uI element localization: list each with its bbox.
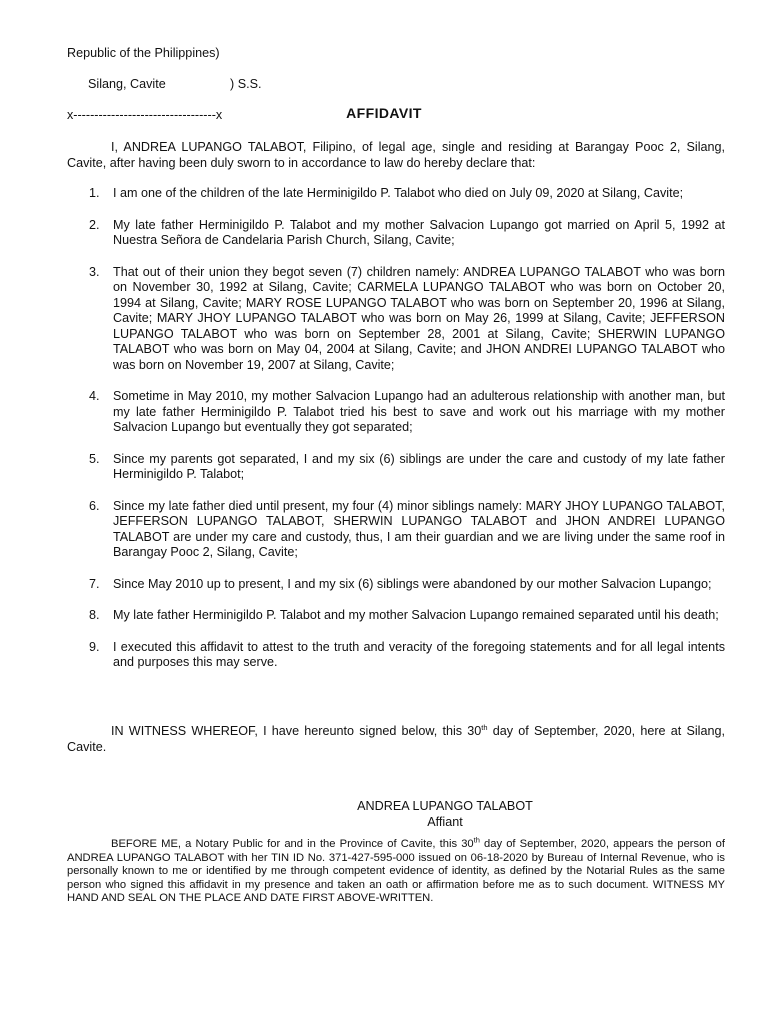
item-number: 1. bbox=[89, 186, 100, 200]
list-item bbox=[67, 186, 725, 202]
list-item bbox=[67, 640, 725, 671]
list-item bbox=[67, 608, 725, 624]
item-number: 3. bbox=[89, 264, 100, 279]
item-text: My late father Herminigildo P. Talabot and my mother Salvacion Lupango got married on April 5, 1992 at Nuestra Señora de Candelaria Parish Church, Silang, Cavite; bbox=[113, 217, 725, 247]
affiant-name: ANDREA LUPANGO TALABOT bbox=[357, 799, 533, 813]
jurat-paragraph bbox=[67, 835, 726, 906]
signature-block bbox=[340, 799, 550, 830]
affiant-label: Affiant bbox=[427, 814, 463, 829]
caption-separator: x----------------------------------x bbox=[67, 108, 223, 122]
item-text: Since May 2010 up to present, I and my six (6) siblings were abandoned by our mother Salvacion Lupango; bbox=[113, 576, 712, 591]
item-text: Since my late father died until present, my four (4) minor siblings namely: MARY JHOY LUPANGO TALABOT, JEFFERSON LUPANGO TALABOT, SHERWIN LUPANGO TALABOT and JHON ANDREI LUPANGO TALABOT are under my care and custody, thus, I am their guardian and we are living under the same roof in Barangay Pooc 2, Silang, Cavite; bbox=[113, 498, 725, 559]
jurat-text-start: BEFORE ME, a Notary Public for and in the Province of Cavite, this 30 bbox=[111, 838, 474, 850]
item-number: 6. bbox=[89, 498, 100, 513]
item-number: 7. bbox=[89, 576, 100, 591]
item-number: 5. bbox=[89, 451, 100, 466]
jurat-text-end: day of September, 2020, appears the person of ANDREA LUPANGO TALABOT with her TIN ID No. 371-427-595-000 issued on 06-18-2020 by Bureau of Internal Revenue, who is personally known to me or identified by me through competent evidence of identity, as defined by the Notarial Rules as the same person who signed this affidavit in my presence and taken an oath or affirmation before me as to such document. WITNESS MY HAND AND SEAL ON THE PLACE AND DATE FIRST ABOVE-WRITTEN. bbox=[67, 838, 726, 904]
list-item bbox=[67, 452, 725, 483]
item-text: Sometime in May 2010, my mother Salvacion Lupango had an adulterous relationship with another man, but my late father Herminigildo P. Talabot tried his best to save and work out his marriage with my mother Salvacion Lupango but eventually they got separated; bbox=[113, 389, 725, 434]
jurat-ordinal-suffix: th bbox=[473, 835, 480, 845]
witness-ordinal-suffix: th bbox=[481, 722, 488, 732]
witness-text-end: day of September, 2020, here at Silang, Cavite. bbox=[67, 724, 725, 754]
item-text: I am one of the children of the late Herminigildo P. Talabot who died on July 09, 2020 at Silang, Cavite; bbox=[113, 186, 684, 200]
item-number: 2. bbox=[89, 217, 100, 232]
caption-ss: ) S.S. bbox=[230, 77, 262, 91]
item-number: 4. bbox=[89, 389, 100, 403]
list-item bbox=[67, 577, 725, 593]
item-number: 9. bbox=[89, 639, 100, 654]
caption-venue-line bbox=[67, 62, 262, 109]
item-text: Since my parents got separated, I and my six (6) siblings are under the care and custody of my late father Herminigildo P. Talabot; bbox=[113, 451, 725, 481]
document-title: AFFIDAVIT bbox=[346, 105, 422, 121]
witness-text-start: IN WITNESS WHEREOF, I have hereunto signed below, this 30 bbox=[111, 724, 482, 738]
item-number: 8. bbox=[89, 608, 100, 622]
item-text: I executed this affidavit to attest to the truth and veracity of the foregoing statements and for all legal intents and purposes this may serve. bbox=[113, 639, 725, 669]
witness-paragraph bbox=[67, 724, 725, 755]
caption-venue: Silang, Cavite bbox=[88, 77, 166, 91]
list-item bbox=[67, 265, 725, 374]
item-text: My late father Herminigildo P. Talabot and my mother Salvacion Lupango remained separated until his death; bbox=[113, 608, 719, 622]
declaration-list bbox=[67, 186, 725, 687]
item-text: That out of their union they begot seven (7) children namely: ANDREA LUPANGO TALABOT who was born on November 30, 1992 at Silang, Cavite; CARMELA LUPANGO TALABOT who was born on October 20, 1994 at Silang, Cavite; MARY ROSE LUPANGO TALABOT who was born on September 20, 1996 at Silang, Cavite; MARY JHOY LUPANGO TALABOT who was born on May 26, 1999 at Silang, Cavite; JEFFERSON LUPANGO TALABOT who was born on September 28, 2001 at Silang, Cavite; SHERWIN LUPANGO TALABOT who was born on May 04, 2004 at Silang, Cavite; and JHON ANDREI LUPANGO TALABOT who was born on November 19, 2007 at Silang, Cavite; bbox=[113, 264, 725, 372]
intro-paragraph: I, ANDREA LUPANGO TALABOT, Filipino, of legal age, single and residing at Barangay Pooc 2, Silang, Cavite, after having been duly sworn to in accordance to law do hereby declare that: bbox=[67, 140, 725, 170]
list-item bbox=[67, 389, 725, 436]
list-item bbox=[67, 218, 725, 249]
list-item bbox=[67, 499, 725, 561]
caption-republic: Republic of the Philippines) bbox=[67, 46, 220, 60]
